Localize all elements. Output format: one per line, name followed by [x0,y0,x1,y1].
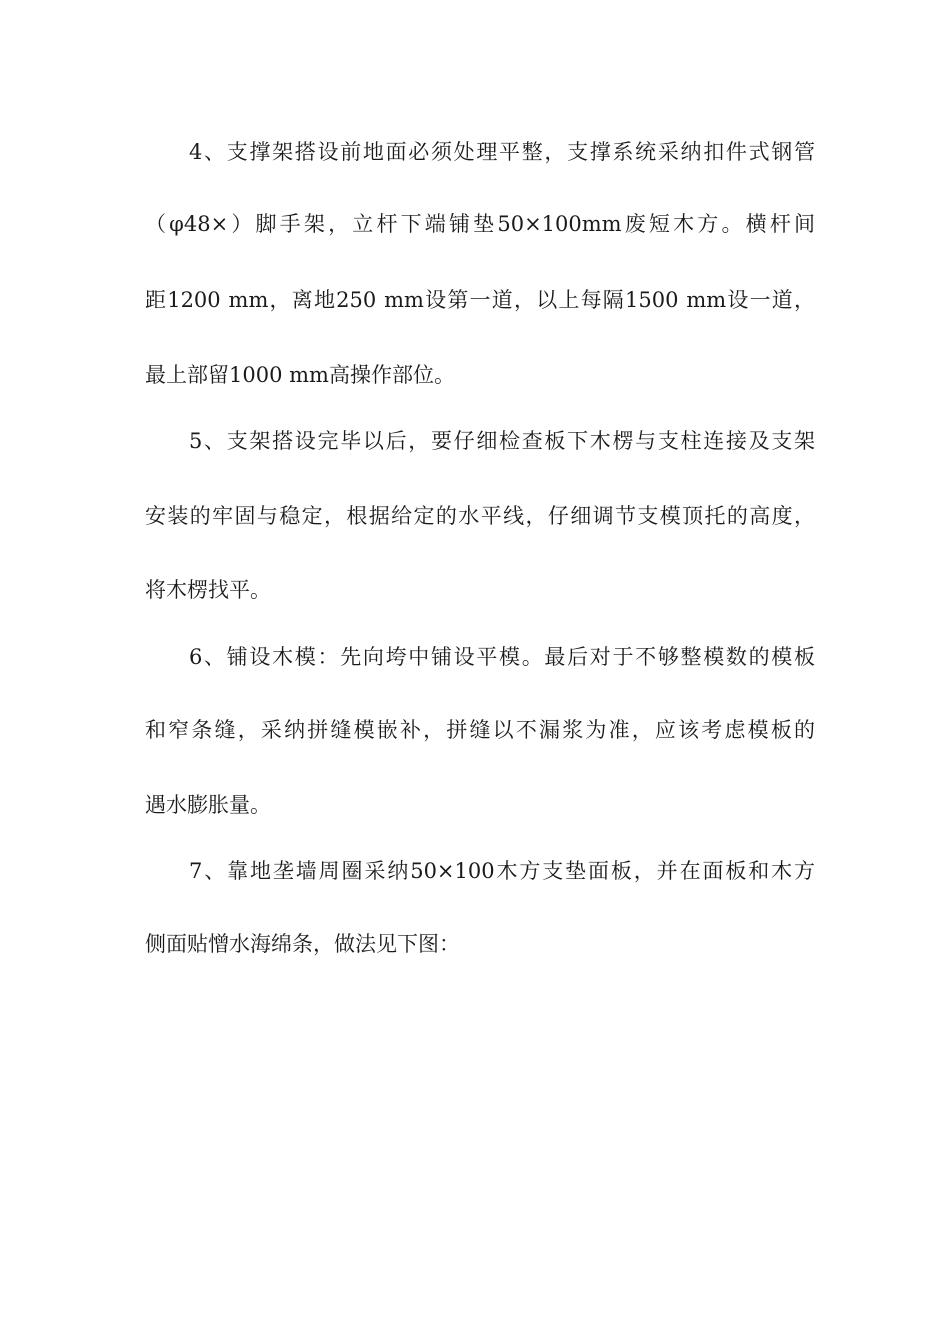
paragraph-5-line-1: 5、支架搭设完毕以后，要仔细检查板下木楞与支柱连接及支架 [189,429,815,453]
paragraph-7-line-1: 7、靠地垄墙周圈采纳50×100木方支垫面板，并在面板和木方 [189,859,815,883]
paragraph-5-line-3: 将木楞找平。 [145,578,271,602]
paragraph-4-line-1: 4、支撑架搭设前地面必须处理平整，支撑系统采纳扣件式钢管 [189,140,815,164]
paragraph-4-line-2: （φ48×）脚手架，立杆下端铺垫50×100mm废短木方。横杆间 [145,212,815,236]
paragraph-4-line-3: 距1200 mm，离地250 mm设第一道，以上每隔1500 mm设一道， [145,288,815,312]
paragraph-6-line-1: 6、铺设木模：先向垮中铺设平模。最后对于不够整模数的模板 [189,645,815,669]
paragraph-5-line-2: 安装的牢固与稳定，根据给定的水平线，仔细调节支模顶托的高度， [145,504,815,528]
paragraph-7-line-2: 侧面贴憎水海绵条，做法见下图： [145,932,460,956]
paragraph-4-line-4: 最上部留1000 mm高操作部位。 [145,363,455,387]
paragraph-6-line-2: 和窄条缝，采纳拼缝模嵌补，拼缝以不漏浆为准，应该考虑模板的 [145,718,815,742]
paragraph-6-line-3: 遇水膨胀量。 [145,793,271,817]
